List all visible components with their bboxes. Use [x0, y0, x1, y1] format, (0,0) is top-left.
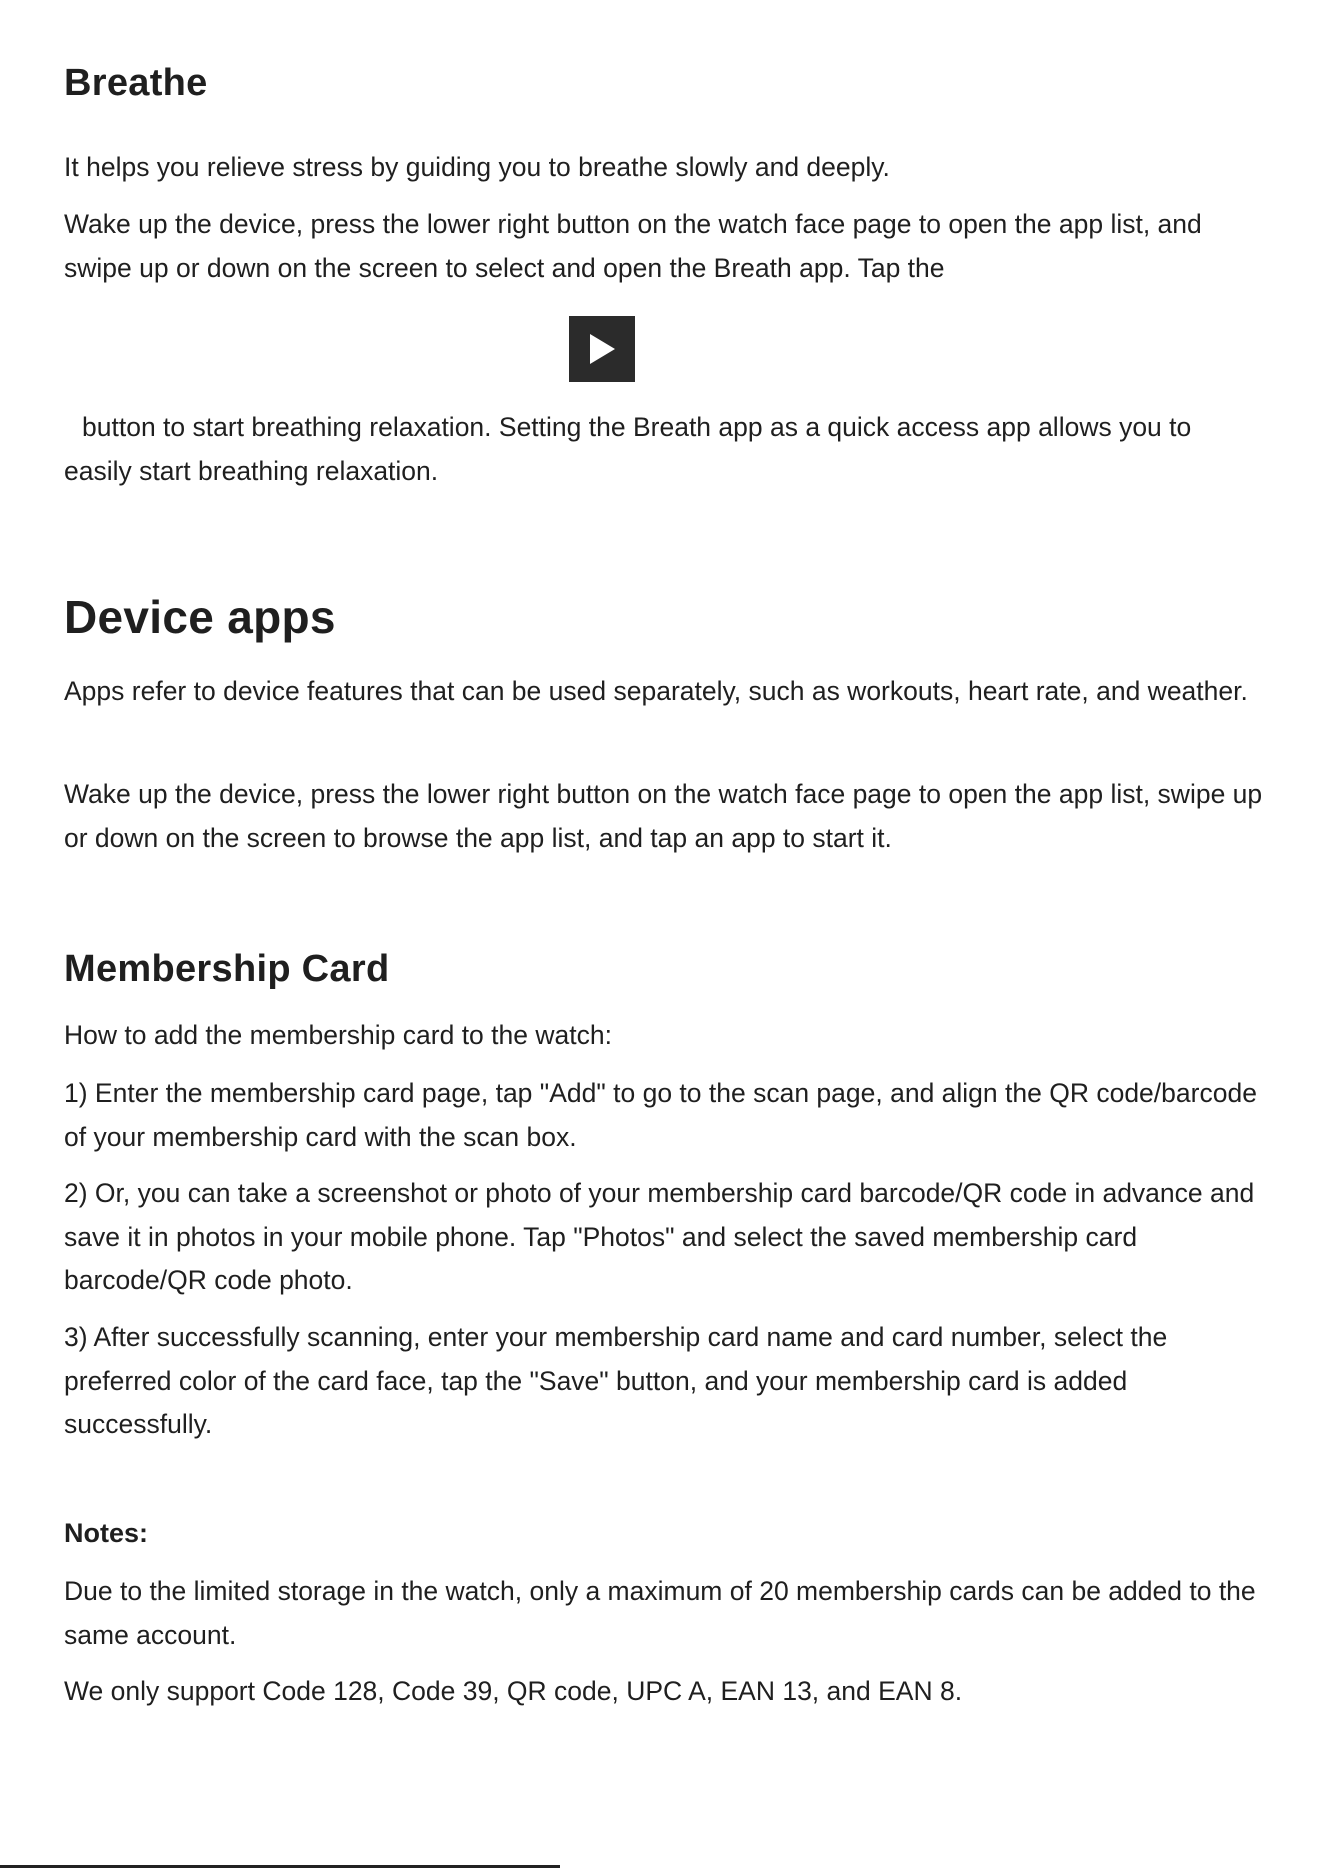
- device-apps-paragraph-1: Apps refer to device features that can be used separately, such as workouts, heart rate, and weather.: [64, 676, 1248, 706]
- play-icon: [569, 316, 635, 382]
- membership-card-intro: How to add the membership card to the watch:: [64, 1020, 612, 1050]
- membership-step-3: 3) After successfully scanning, enter your membership card name and card number, select the preferred color of the card face, tap the "Save" button, and your membership card is added successfully.: [64, 1322, 1168, 1439]
- membership-step-2: 2) Or, you can take a screenshot or photo of your membership card barcode/QR code in advance and save it in photos in your mobile phone. Tap "Photos" and select the saved membership card barcode/QR code photo.: [64, 1178, 1255, 1295]
- breathe-paragraph-1: It helps you relieve stress by guiding you to breathe slowly and deeply.: [64, 152, 890, 182]
- page-divider: [0, 1865, 560, 1868]
- notes-paragraph-1: Due to the limited storage in the watch, only a maximum of 20 membership cards can be added to the same account.: [64, 1576, 1256, 1650]
- notes-label: Notes:: [64, 1518, 149, 1548]
- device-apps-heading: Device apps: [64, 591, 336, 643]
- membership-step-1: 1) Enter the membership card page, tap "Add" to go to the scan page, and align the QR code/barcode of your membership card with the scan box.: [64, 1078, 1257, 1152]
- breathe-paragraph-3: button to start breathing relaxation. Setting the Breath app as a quick access app allows you to easily start breathing relaxation.: [64, 412, 1192, 486]
- play-triangle-icon: [587, 332, 617, 366]
- breathe-paragraph-2: Wake up the device, press the lower right button on the watch face page to open the app list, and swipe up or down on the screen to select and open the Breath app. Tap the: [64, 209, 1202, 283]
- breathe-heading: Breathe: [64, 62, 208, 104]
- device-apps-paragraph-2: Wake up the device, press the lower right button on the watch face page to open the app list, swipe up or down on the screen to browse the app list, and tap an app to start it.: [64, 779, 1263, 853]
- membership-card-heading: Membership Card: [64, 948, 390, 990]
- notes-paragraph-2: We only support Code 128, Code 39, QR code, UPC A, EAN 13, and EAN 8.: [64, 1676, 963, 1706]
